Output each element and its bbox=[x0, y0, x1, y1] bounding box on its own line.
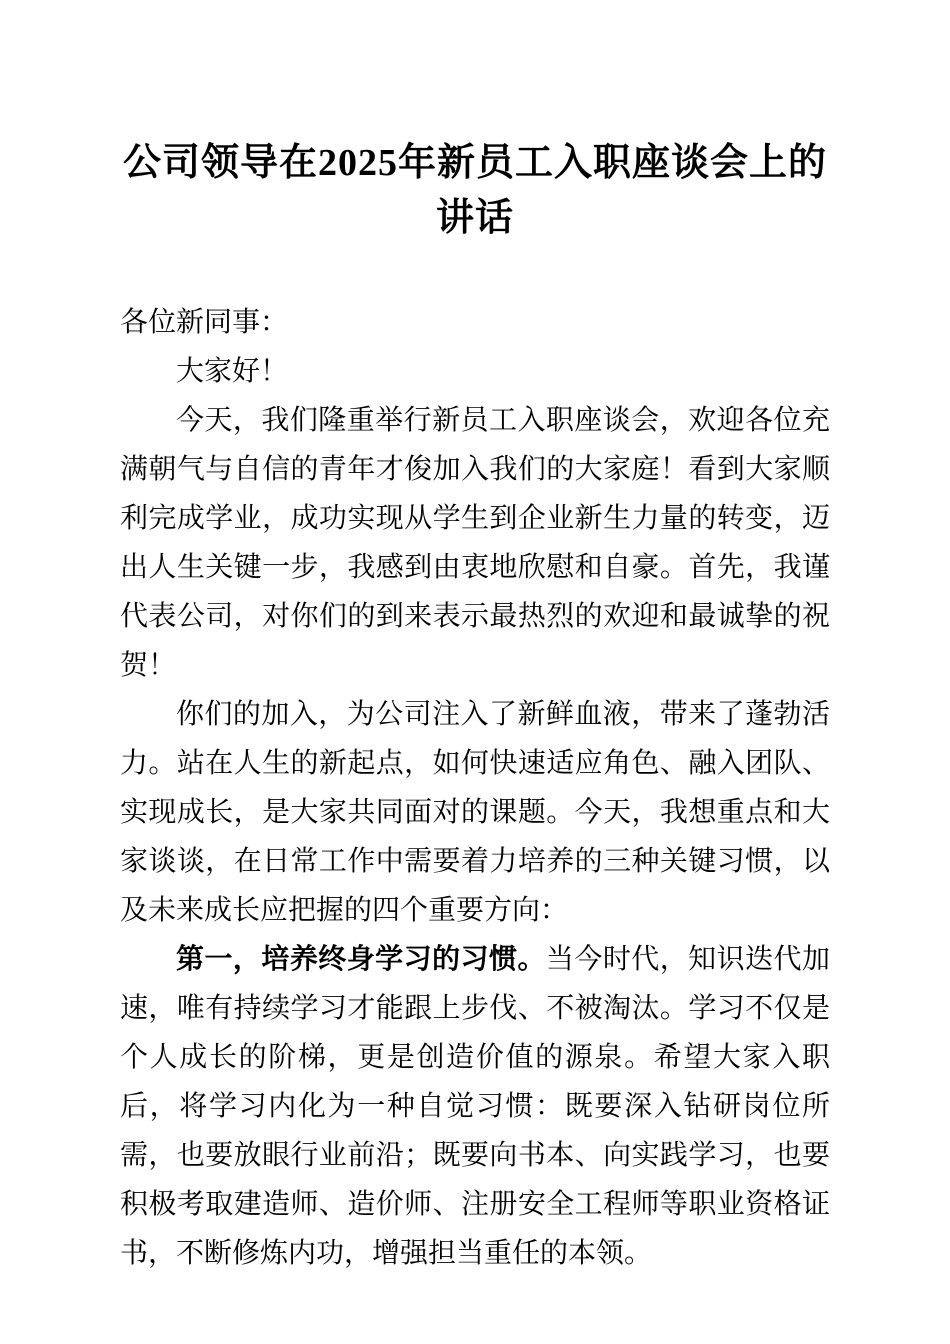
paragraph-lead-bold: 第一，培养终身学习的习惯。 bbox=[176, 944, 546, 976]
document-title: 公司领导在2025年新员工入职座谈会上的讲话 bbox=[122, 142, 827, 240]
paragraph: 大家好！ bbox=[176, 356, 289, 388]
paragraph: 今天，我们隆重举行新员工入职座谈会，欢迎各位充满朝气与自信的青年才俊加入我们的大家庭！看到大家顺利完成学业，成功实现从学生到企业新生力量的转变，迈出人生关键一步，我感到由衷地欣慰和自豪。首先，我谨代表公司，对你们的到来表示最热烈的欢迎和最诚挚的祝贺！ bbox=[120, 405, 830, 682]
paragraph: 各位新同事： bbox=[120, 307, 289, 339]
paragraph: 你们的加入，为公司注入了新鲜血液，带来了蓬勃活力。站在人生的新起点，如何快速适应角色、融入团队、实现成长，是大家共同面对的课题。今天，我想重点和大家谈谈，在日常工作中需要着力培养的三种关键习惯，以及未来成长应把握的四个重要方向： bbox=[120, 699, 830, 927]
document-body bbox=[120, 298, 830, 1278]
paragraph: 第一，培养终身学习的习惯。当今时代，知识迭代加速，唯有持续学习才能跟上步伐、不被淘汰。学习不仅是个人成长的阶梯，更是创造价值的源泉。希望大家入职后，将学习内化为一种自觉习惯：既要深入钻研岗位所需，也要放眼行业前沿；既要向书本、向实践学习，也要积极考取建造师、造价师、注册安全工程师等职业资格证书，不断修炼内功，增强担当重任的本领。 bbox=[120, 944, 830, 1270]
